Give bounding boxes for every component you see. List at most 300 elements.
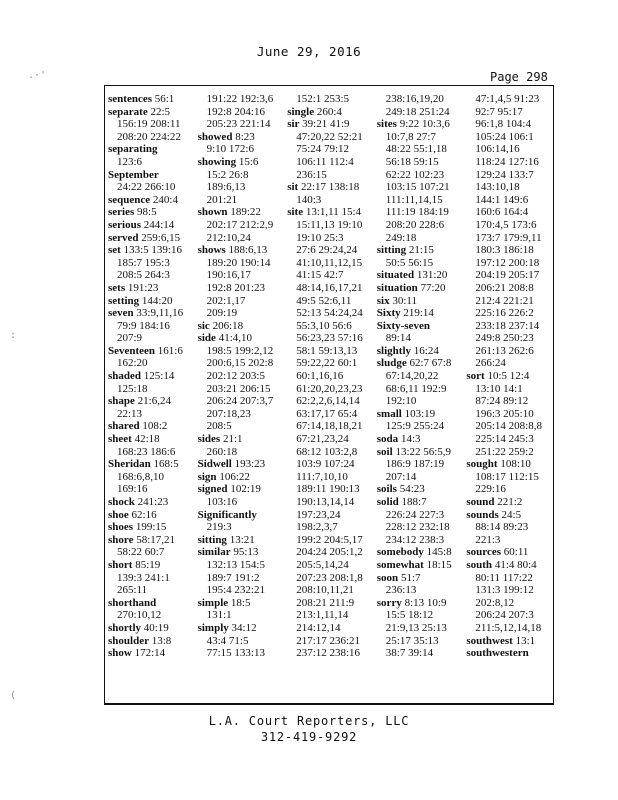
index-word: sit bbox=[287, 181, 299, 194]
page-line-ref: 103:15 107:21 bbox=[385, 181, 450, 194]
page-line-ref: 49:5 52:6,11 bbox=[296, 294, 352, 307]
page-line-ref: 21:6,24 bbox=[134, 395, 171, 408]
page-line-ref: 38:7 39:14 bbox=[385, 647, 434, 660]
entry-first-line bbox=[287, 118, 349, 130]
margin-mark: .·' bbox=[28, 70, 47, 81]
page-line-ref: 41:4,10 bbox=[215, 332, 252, 345]
entry-first-line bbox=[108, 395, 171, 407]
index-word: shared bbox=[108, 420, 140, 433]
page-line-ref: 56:18 59:15 bbox=[385, 155, 439, 168]
index-entry bbox=[108, 370, 195, 395]
page-line-ref: 241:23 bbox=[134, 496, 169, 508]
entry-first-line bbox=[377, 446, 451, 458]
index-entry bbox=[466, 635, 553, 648]
index-entry bbox=[198, 509, 285, 534]
page-line-ref: 198:2,3,7 bbox=[296, 521, 338, 534]
index-word: separating bbox=[108, 143, 158, 156]
entry-first-line bbox=[466, 546, 528, 558]
entry-first-line bbox=[377, 269, 448, 281]
entry-first-line bbox=[377, 357, 452, 369]
page-line-ref: 202:1,17 bbox=[206, 294, 246, 307]
index-word: served bbox=[108, 231, 139, 244]
index-word: sheet bbox=[108, 433, 132, 446]
page-line-ref: 87:24 89:12 bbox=[475, 395, 529, 408]
page-line-ref: 219:14 bbox=[400, 307, 434, 320]
page-line-ref: 193:23 bbox=[231, 458, 266, 471]
page-line-ref: 59:22,22 60:1 bbox=[296, 357, 358, 370]
entry-first-line bbox=[466, 559, 536, 571]
page-line-ref: 270:10,12 bbox=[117, 609, 162, 622]
page-line-ref: 238:16,19,20 bbox=[385, 93, 444, 105]
reporter-phone: 312-419-9292 bbox=[260, 730, 358, 744]
page-line-ref: 192:8 204:16 bbox=[206, 105, 265, 118]
page-line-ref: 208:21 211:9 bbox=[296, 596, 355, 609]
page-line-ref: 189:6,13 bbox=[206, 181, 246, 194]
index-entry bbox=[108, 458, 195, 496]
entry-first-line bbox=[377, 244, 434, 256]
entry-first-line bbox=[377, 408, 435, 420]
index-word: short bbox=[108, 558, 133, 571]
entry-first-line bbox=[377, 307, 434, 319]
index-word: sludge bbox=[376, 357, 407, 370]
index-word: side bbox=[197, 332, 216, 345]
page-line-ref: 170:4,5 173:6 bbox=[475, 218, 537, 231]
page-line-ref: 108:17 112:15 bbox=[475, 470, 539, 483]
index-word: sequence bbox=[108, 193, 151, 206]
page-line-ref: 21:15 bbox=[406, 244, 434, 257]
page-line-ref: 185:7 195:3 bbox=[117, 256, 170, 269]
index-word: sentences bbox=[108, 93, 152, 105]
index-entry bbox=[377, 118, 464, 244]
page-line-ref: 201:21 bbox=[206, 193, 238, 206]
index-entry bbox=[108, 647, 195, 660]
index-word: somebody bbox=[376, 546, 424, 559]
index-entry bbox=[108, 307, 195, 345]
page-line-ref: 202:12 203:5 bbox=[206, 370, 265, 383]
page-line-ref: 34:12 bbox=[228, 621, 257, 634]
entry-first-line bbox=[108, 635, 171, 647]
page-line-ref: 106:14,16 bbox=[475, 143, 520, 156]
page-line-ref: 206:18 bbox=[209, 319, 244, 332]
page-line-ref: 19:10 25:3 bbox=[296, 231, 344, 244]
entry-first-line bbox=[377, 118, 450, 130]
index-entry bbox=[108, 521, 195, 534]
index-entry bbox=[108, 534, 195, 559]
page-line-ref: 162:20 bbox=[117, 357, 148, 370]
page-line-ref: 50:5 56:15 bbox=[385, 256, 434, 269]
page-line-ref: 89:14 bbox=[385, 332, 411, 345]
page-line-ref: 9:22 10:3,6 bbox=[396, 118, 450, 131]
index-word: sort bbox=[466, 370, 485, 383]
page-line-ref: 58:1 59:13,13 bbox=[296, 344, 358, 357]
index-entry bbox=[377, 345, 464, 358]
page-line-ref: 15:5 18:12 bbox=[385, 609, 434, 622]
page-line-ref: 199:2 204:5,17 bbox=[296, 533, 363, 546]
entry-first-line bbox=[108, 647, 165, 659]
word-index-box bbox=[104, 85, 554, 705]
index-entry bbox=[198, 546, 285, 596]
index-entry bbox=[108, 420, 195, 433]
page-line-ref: 200:6,15 202:8 bbox=[206, 357, 274, 370]
index-entry bbox=[198, 622, 285, 660]
page-line-ref: 67:21,23,24 bbox=[296, 433, 349, 446]
page-line-ref: 228:12 232:18 bbox=[385, 521, 450, 534]
index-word: slightly bbox=[376, 344, 412, 357]
index-entry bbox=[377, 320, 464, 345]
index-entry bbox=[377, 269, 464, 282]
page-line-ref: 217:17 236:21 bbox=[296, 634, 361, 647]
index-entry bbox=[108, 496, 195, 509]
page-line-ref: 125:14 bbox=[141, 370, 175, 383]
index-entry bbox=[377, 433, 464, 446]
page-line-ref: 24:22 266:10 bbox=[117, 181, 176, 194]
index-entry bbox=[108, 244, 195, 282]
page-line-ref: 39:21 41:9 bbox=[299, 118, 350, 131]
page-line-ref: 123:6 bbox=[117, 155, 143, 168]
page-line-ref: 67:14,20,22 bbox=[385, 370, 439, 383]
page-line-ref: 103:16 bbox=[206, 496, 238, 508]
page-line-ref: 129:24 133:7 bbox=[475, 168, 534, 181]
page-line-ref: 191:23 bbox=[125, 281, 159, 294]
index-entry bbox=[377, 597, 464, 660]
page-line-ref: 261:13 262:6 bbox=[475, 344, 534, 357]
entry-first-line bbox=[466, 370, 529, 382]
index-word: sought bbox=[466, 458, 498, 471]
transcript-date: June 29, 2016 bbox=[256, 44, 362, 59]
index-column bbox=[195, 93, 285, 693]
page-line-ref: 79:9 184:16 bbox=[117, 319, 170, 332]
page-line-ref: 42:18 bbox=[131, 433, 160, 446]
index-word: sound bbox=[466, 496, 495, 508]
page-line-ref: 219:3 bbox=[206, 521, 232, 534]
page-line-ref: 190:16,17 bbox=[206, 269, 251, 282]
page-line-ref: 209:19 bbox=[206, 307, 238, 320]
entry-first-line bbox=[466, 647, 528, 659]
page-line-ref: 111:19 184:19 bbox=[385, 206, 449, 219]
page-line-ref: 18:15 bbox=[423, 558, 452, 571]
index-word: simple bbox=[197, 596, 229, 609]
page-line-ref: 51:7 bbox=[398, 571, 421, 584]
page-line-ref: 25:17 35:13 bbox=[385, 634, 439, 647]
page-line-ref: 56:1 bbox=[152, 93, 175, 105]
entry-first-line bbox=[377, 295, 417, 307]
page-line-ref: 180:3 186:18 bbox=[475, 244, 534, 257]
index-word: soon bbox=[376, 571, 399, 584]
page-line-ref: 62:16 bbox=[128, 508, 157, 521]
page-line-ref: 111:11,14,15 bbox=[385, 193, 443, 206]
index-entry bbox=[198, 471, 285, 484]
page-line-ref: 77:20 bbox=[417, 281, 446, 294]
page-line-ref: 259:6,15 bbox=[138, 231, 181, 244]
page-line-ref: 207:9 bbox=[117, 332, 143, 345]
index-column bbox=[105, 93, 195, 693]
entry-first-line bbox=[108, 509, 157, 521]
page-line-ref: 22:5 bbox=[147, 105, 171, 118]
page-line-ref: 207:18,23 bbox=[206, 407, 251, 420]
index-entry bbox=[287, 181, 374, 206]
page-line-ref: 199:15 bbox=[133, 521, 167, 534]
page-line-ref: 15:2 26:8 bbox=[206, 168, 249, 181]
entry-first-line bbox=[466, 635, 535, 647]
index-entry bbox=[108, 93, 195, 106]
index-entry bbox=[466, 93, 553, 370]
page-line-ref: 266:24 bbox=[475, 357, 506, 370]
index-word: Sixty bbox=[376, 307, 401, 320]
page-line-ref: 205:14 208:8,8 bbox=[475, 420, 542, 433]
index-entry bbox=[287, 206, 374, 659]
index-columns bbox=[105, 93, 553, 693]
index-word: showed bbox=[197, 130, 233, 143]
page-line-ref: 206:24 207:3 bbox=[475, 609, 534, 622]
page-line-ref: 131:20 bbox=[414, 269, 448, 282]
index-word: separate bbox=[108, 105, 148, 118]
page-line-ref: 67:14,18,18,21 bbox=[296, 420, 363, 433]
margin-mark: : bbox=[10, 330, 17, 341]
index-entry bbox=[198, 332, 285, 433]
page-line-ref: 61:20,20,23,23 bbox=[296, 382, 363, 395]
page-line-ref: 212:4 221:21 bbox=[475, 294, 534, 307]
page-line-ref: 144:20 bbox=[139, 294, 173, 307]
page-line-ref: 131:1 bbox=[206, 609, 232, 622]
page-line-ref: 22:17 138:18 bbox=[298, 181, 360, 194]
page-line-ref: 204:24 205:1,2 bbox=[296, 546, 363, 559]
index-word: set bbox=[108, 244, 121, 257]
entry-first-line bbox=[198, 622, 257, 634]
index-word: southwest bbox=[466, 634, 513, 647]
index-word: sounds bbox=[466, 508, 499, 521]
page-line-ref: 208:5 264:3 bbox=[117, 269, 170, 282]
entry-first-line bbox=[108, 622, 169, 634]
page-line-ref: 205:5,14,24 bbox=[296, 558, 349, 571]
entry-first-line bbox=[377, 496, 427, 508]
page-line-ref: 236:15 bbox=[296, 168, 327, 181]
entry-first-line bbox=[198, 534, 255, 546]
page-line-ref: 41:4 80:4 bbox=[492, 558, 537, 571]
page-line-ref: 30:11 bbox=[389, 294, 418, 307]
page-line-ref: 143:10,18 bbox=[475, 181, 520, 194]
page-line-ref: 195:4 232:21 bbox=[206, 584, 265, 597]
page-number: Page 298 bbox=[490, 70, 548, 84]
page-line-ref: 85:19 bbox=[132, 558, 161, 571]
margin-mark: ( bbox=[10, 690, 17, 701]
index-entry bbox=[377, 572, 464, 597]
index-entry bbox=[198, 320, 285, 333]
index-entry bbox=[198, 131, 285, 156]
index-entry bbox=[287, 93, 374, 106]
index-word: September bbox=[108, 168, 159, 181]
page-line-ref: 225:16 226:2 bbox=[475, 307, 534, 320]
page-line-ref: 206:24 207:3,7 bbox=[206, 395, 274, 408]
page-line-ref: 249:18 bbox=[385, 231, 417, 244]
index-entry bbox=[108, 597, 195, 622]
index-entry bbox=[108, 169, 195, 194]
index-word: shown bbox=[197, 206, 228, 219]
page-line-ref: 190:13,14,14 bbox=[296, 496, 355, 508]
page-line-ref: 118:24 127:16 bbox=[475, 155, 539, 168]
index-entry bbox=[287, 106, 374, 119]
entry-first-line bbox=[287, 106, 342, 118]
page-line-ref: 15:11,13 19:10 bbox=[296, 218, 363, 231]
page-line-ref: 103:19 bbox=[401, 407, 436, 420]
page-line-ref: 10:7,8 27:7 bbox=[385, 130, 436, 143]
page-line-ref: 21:9,13 25:13 bbox=[385, 621, 447, 634]
index-word: shock bbox=[108, 496, 135, 508]
page-line-ref: 152:1 253:5 bbox=[296, 93, 350, 105]
page-line-ref: 260:18 bbox=[206, 445, 238, 458]
index-entry bbox=[377, 282, 464, 295]
index-entry bbox=[377, 559, 464, 572]
entry-first-line bbox=[108, 244, 182, 256]
page-line-ref: 211:5,12,14,18 bbox=[475, 621, 542, 634]
index-word: sites bbox=[376, 118, 397, 131]
page-line-ref: 196:3 205:10 bbox=[475, 407, 534, 420]
page-line-ref: 8:13 10:9 bbox=[401, 596, 447, 609]
page-line-ref: 54:23 bbox=[396, 483, 425, 496]
page-line-ref: 140:3 bbox=[296, 193, 322, 206]
entry-first-line bbox=[466, 509, 521, 521]
page-line-ref: 221:3 bbox=[475, 533, 501, 546]
entry-first-line bbox=[198, 244, 268, 256]
page-line-ref: 125:18 bbox=[117, 382, 148, 395]
page-line-ref: 229:16 bbox=[475, 483, 506, 496]
index-entry bbox=[377, 483, 464, 496]
entry-first-line bbox=[108, 433, 160, 445]
index-entry bbox=[466, 546, 553, 559]
page-line-ref: 55:3,10 56:6 bbox=[296, 319, 352, 332]
entry-first-line bbox=[108, 282, 158, 294]
page-line-ref: 208:20 224:22 bbox=[117, 130, 181, 143]
page-line-ref: 88:14 89:23 bbox=[475, 521, 529, 534]
page-line-ref: 48:22 55:1,18 bbox=[385, 143, 447, 156]
page-line-ref: 236:13 bbox=[385, 584, 417, 597]
page-line-ref: 169:16 bbox=[117, 483, 148, 496]
index-entry bbox=[377, 496, 464, 546]
index-word: sitting bbox=[197, 533, 227, 546]
entry-first-line bbox=[466, 496, 522, 508]
index-word: setting bbox=[108, 294, 140, 307]
reporter-name: L.A. Court Reporters, LLC bbox=[208, 714, 410, 728]
page-line-ref: 13:8 bbox=[148, 634, 172, 647]
page-line-ref: 260:4 bbox=[314, 105, 342, 118]
page-line-ref: 47:1,4,5 91:23 bbox=[475, 93, 540, 105]
entry-first-line bbox=[377, 572, 421, 584]
entry-first-line bbox=[108, 143, 158, 155]
page-line-ref: 68:12 103:2,8 bbox=[296, 445, 358, 458]
index-entry bbox=[198, 244, 285, 320]
page-line-ref: 106:22 bbox=[216, 470, 250, 483]
page-line-ref: 168:6,8,10 bbox=[117, 470, 165, 483]
index-word: Seventeen bbox=[108, 344, 156, 357]
index-word: shows bbox=[197, 244, 226, 257]
page-line-ref: 208:10,11,21 bbox=[296, 584, 354, 597]
index-entry bbox=[108, 509, 195, 522]
entry-first-line bbox=[198, 483, 261, 495]
entry-first-line bbox=[108, 345, 183, 357]
entry-first-line bbox=[377, 483, 425, 495]
page-line-ref: 105:24 106:1 bbox=[475, 130, 534, 143]
index-entry bbox=[377, 546, 464, 559]
entry-first-line bbox=[287, 181, 359, 193]
page-line-ref: 40:19 bbox=[141, 621, 169, 634]
page-line-ref: 95:13 bbox=[230, 546, 259, 559]
page-line-ref: 98:5 bbox=[134, 206, 157, 219]
page-line-ref: 62:22 102:23 bbox=[385, 168, 445, 181]
page-line-ref: 189:11 190:13 bbox=[296, 483, 360, 496]
index-entry bbox=[108, 282, 195, 295]
page-line-ref: 249:18 251:24 bbox=[385, 105, 450, 118]
page-line-ref: 221:2 bbox=[494, 496, 523, 508]
page-line-ref: 172:14 bbox=[131, 647, 166, 660]
index-word: situation bbox=[376, 281, 418, 294]
page-line-ref: 234:12 238:3 bbox=[385, 533, 445, 546]
page-line-ref: 77:15 133:13 bbox=[206, 647, 265, 660]
page-line-ref: 80:11 117:22 bbox=[475, 571, 533, 584]
page-line-ref: 192:10 bbox=[385, 395, 417, 408]
entry-first-line bbox=[108, 307, 183, 319]
entry-first-line bbox=[108, 106, 170, 118]
page-line-ref: 22:13 bbox=[117, 407, 143, 420]
page-line-ref: 43:4 71:5 bbox=[206, 634, 249, 647]
index-entry bbox=[198, 534, 285, 547]
index-word: sitting bbox=[376, 244, 407, 257]
page-line-ref: 161:6 bbox=[155, 344, 183, 357]
page-line-ref: 188:7 bbox=[398, 496, 427, 508]
index-word: shore bbox=[108, 533, 134, 546]
index-entry bbox=[198, 433, 285, 458]
page-line-ref: 188:6,13 bbox=[225, 244, 268, 257]
page-line-ref: 41:15 42:7 bbox=[296, 269, 344, 282]
index-entry bbox=[377, 295, 464, 308]
page-line-ref: 10:5 12:4 bbox=[484, 370, 530, 383]
page-line-ref: 13:22 56:5,9 bbox=[392, 445, 452, 458]
index-entry bbox=[377, 408, 464, 433]
index-word: single bbox=[287, 105, 315, 118]
page-line-ref: 8:23 bbox=[232, 130, 255, 143]
index-word: shoe bbox=[108, 508, 129, 521]
entry-first-line bbox=[377, 282, 446, 294]
page-line-ref: 251:22 259:2 bbox=[475, 445, 534, 458]
page-line-ref: 205:23 221:14 bbox=[206, 118, 271, 131]
index-word: soil bbox=[376, 445, 393, 458]
entry-first-line bbox=[108, 219, 174, 231]
page-line-ref: 213:1,11,14 bbox=[296, 609, 349, 622]
index-word: six bbox=[376, 294, 390, 307]
index-entry bbox=[377, 244, 464, 269]
entry-first-line bbox=[198, 332, 252, 344]
page-line-ref: 202:17 212:2,9 bbox=[206, 218, 274, 231]
page-line-ref: 207:23 208:1,8 bbox=[296, 571, 363, 584]
entry-first-line bbox=[108, 206, 157, 218]
page-line-ref: 265:11 bbox=[117, 584, 148, 597]
index-word: sides bbox=[197, 433, 221, 446]
page-line-ref: 197:12 200:18 bbox=[475, 256, 540, 269]
index-entry bbox=[198, 93, 285, 131]
entry-first-line bbox=[466, 458, 531, 470]
index-entry bbox=[198, 597, 285, 622]
page-line-ref: 75:24 79:12 bbox=[296, 143, 350, 156]
page-line-ref: 24:5 bbox=[498, 508, 522, 521]
entry-first-line bbox=[287, 206, 361, 218]
page-line-ref: 13:1 bbox=[512, 634, 536, 647]
index-word: sets bbox=[108, 281, 126, 294]
page-line-ref: 206:21 208:8 bbox=[475, 281, 534, 294]
page-line-ref: 15:6 bbox=[236, 155, 259, 168]
page-line-ref: 202:8,12 bbox=[475, 596, 515, 609]
entry-first-line bbox=[198, 206, 261, 218]
page-line-ref: 203:21 206:15 bbox=[206, 382, 271, 395]
index-entry bbox=[466, 458, 553, 496]
entry-first-line bbox=[198, 131, 255, 143]
